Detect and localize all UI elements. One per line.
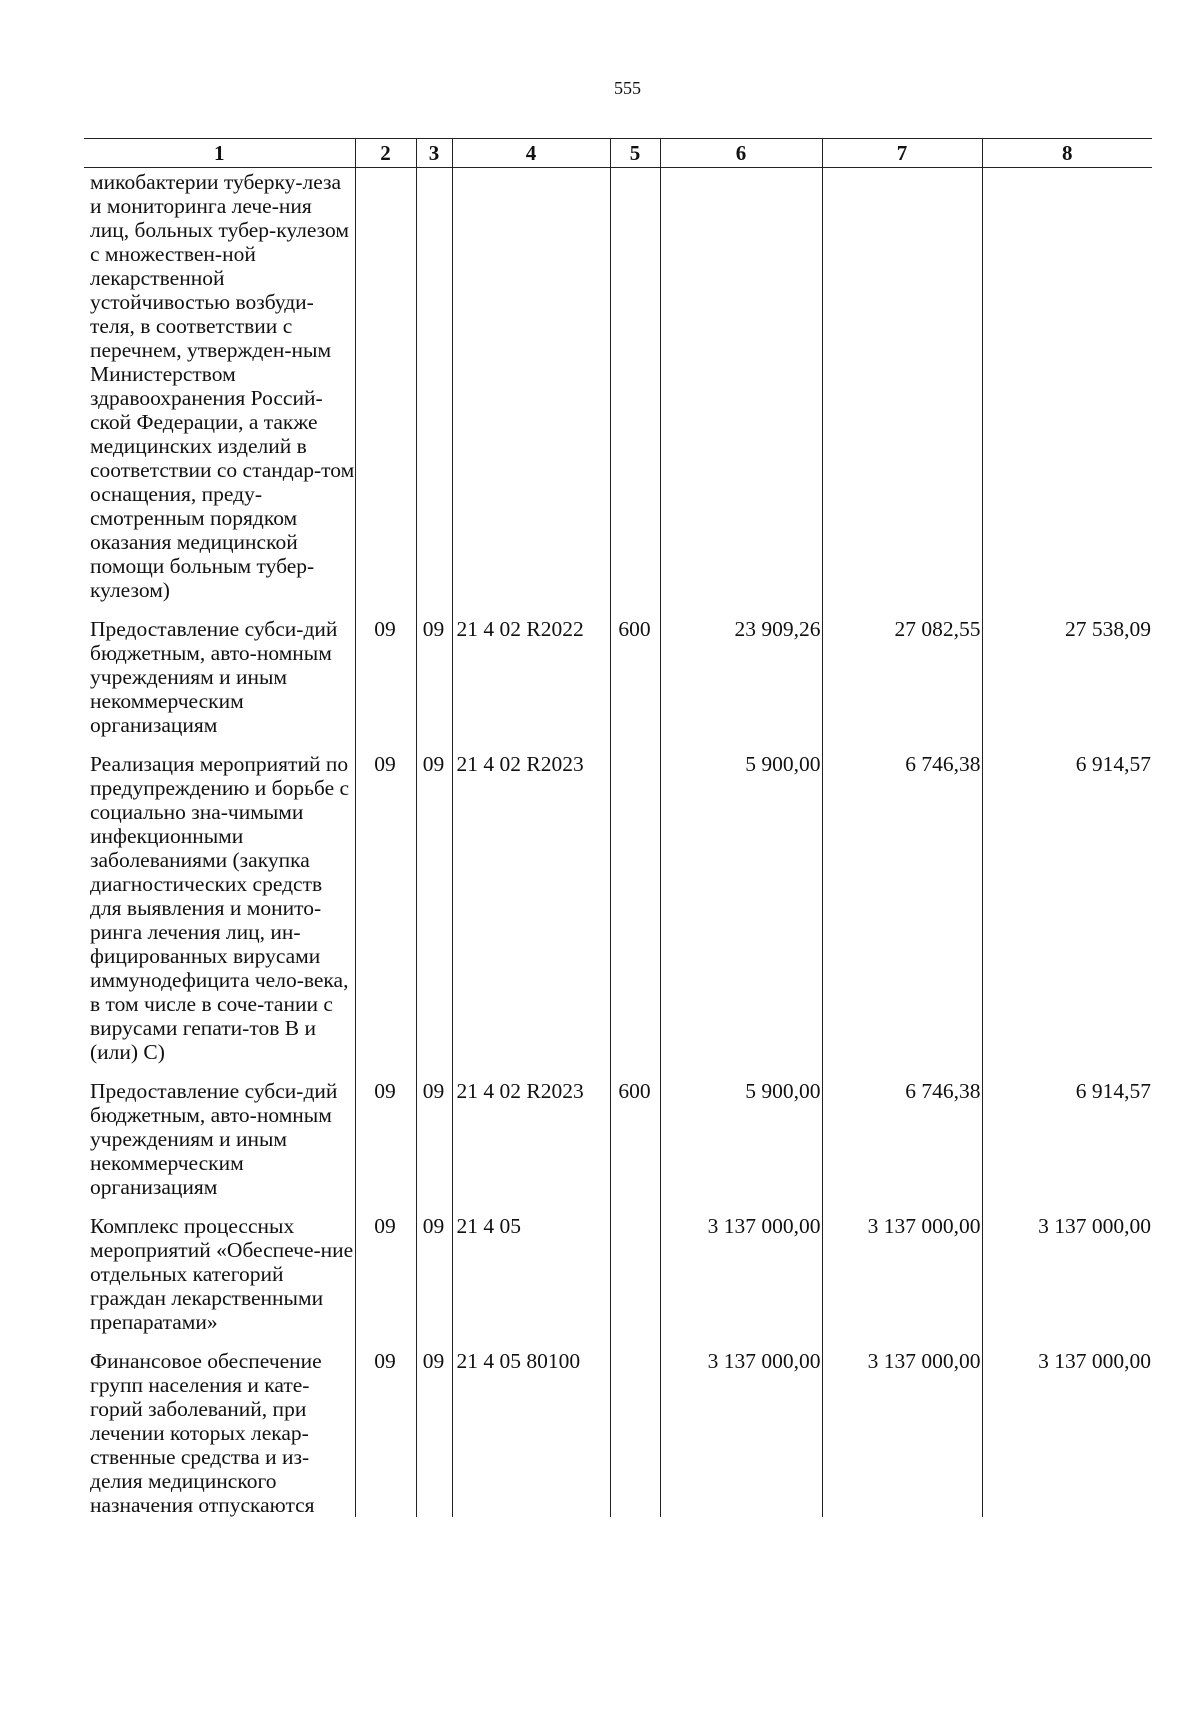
column-header: 4 — [452, 139, 610, 168]
cell-section: 09 — [355, 1079, 416, 1214]
table-row — [84, 168, 1152, 618]
cell-subsection — [416, 168, 452, 618]
row-description: Комплекс процессных мероприятий «Обеспече-ние отдельных категорий граждан лекарственными препаратами» — [90, 1214, 354, 1334]
column-header: 3 — [416, 139, 452, 168]
cell-section: 09 — [355, 752, 416, 1079]
table-header-row — [84, 139, 1152, 168]
cell-target-code: 21 4 05 80100 — [452, 1349, 610, 1517]
cell-target-code: 21 4 02 R2023 — [452, 752, 610, 1079]
table-row — [84, 617, 1152, 752]
cell-amount-7: 3 137 000,00 — [822, 1349, 982, 1517]
cell-amount-7 — [822, 168, 982, 618]
cell-amount-8: 3 137 000,00 — [982, 1214, 1152, 1349]
cell-target-code: 21 4 02 R2023 — [452, 1079, 610, 1214]
cell-amount-8: 6 914,57 — [982, 752, 1152, 1079]
cell-expense-type — [610, 1349, 660, 1517]
row-description: Финансовое обеспечение групп населения и кате-горий заболеваний, при лечении которых лекар-ственные средства и из-делия медицинского назначения отпускаются — [90, 1349, 322, 1517]
cell-amount-7: 3 137 000,00 — [822, 1214, 982, 1349]
cell-amount-8: 6 914,57 — [982, 1079, 1152, 1214]
cell-expense-type: 600 — [610, 617, 660, 752]
cell-amount-8 — [982, 168, 1152, 618]
cell-amount-8: 3 137 000,00 — [982, 1349, 1152, 1517]
cell-target-code: 21 4 05 — [452, 1214, 610, 1349]
cell-target-code: 21 4 02 R2022 — [452, 617, 610, 752]
table-row — [84, 752, 1152, 1079]
row-description: Предоставление субси-дий бюджетным, авто-номным учреждениям и иным некоммерческим организациям — [90, 1079, 338, 1199]
cell-subsection: 09 — [416, 1079, 452, 1214]
cell-subsection: 09 — [416, 1349, 452, 1517]
table-row — [84, 1214, 1152, 1349]
column-header: 7 — [822, 139, 982, 168]
cell-expense-type — [610, 1214, 660, 1349]
column-header: 8 — [982, 139, 1152, 168]
column-header: 2 — [355, 139, 416, 168]
cell-expense-type: 600 — [610, 1079, 660, 1214]
cell-amount-8: 27 538,09 — [982, 617, 1152, 752]
cell-amount-6: 23 909,26 — [660, 617, 822, 752]
cell-amount-6: 3 137 000,00 — [660, 1214, 822, 1349]
cell-amount-6: 5 900,00 — [660, 752, 822, 1079]
row-description: Реализация мероприятий по предупреждению и борьбе с социально зна-чимыми инфекционными заболеваниями (закупка диагностических средств для выявления и монито-ринга лечения лиц, ин-фицированных вирусами иммунодефицита чело-века, в том числе в соче-тании с вирусами гепати-тов В и (или) С) — [90, 752, 350, 1064]
cell-amount-6: 3 137 000,00 — [660, 1349, 822, 1517]
table-row — [84, 1349, 1152, 1517]
cell-subsection: 09 — [416, 752, 452, 1079]
cell-amount-6 — [660, 168, 822, 618]
column-header: 6 — [660, 139, 822, 168]
cell-section: 09 — [355, 1349, 416, 1517]
cell-target-code — [452, 168, 610, 618]
page-number: 555 — [614, 78, 641, 98]
cell-amount-7: 6 746,38 — [822, 1079, 982, 1214]
cell-expense-type — [610, 168, 660, 618]
budget-table — [84, 138, 1152, 1517]
cell-amount-7: 6 746,38 — [822, 752, 982, 1079]
cell-section: 09 — [355, 1214, 416, 1349]
cell-subsection: 09 — [416, 1214, 452, 1349]
column-header: 5 — [610, 139, 660, 168]
cell-expense-type — [610, 752, 660, 1079]
cell-subsection: 09 — [416, 617, 452, 752]
table-row — [84, 1079, 1152, 1214]
row-description: микобактерии туберку-леза и мониторинга лече-ния лиц, больных тубер-кулезом с множествен-ной лекарственной устойчивостью возбуди-теля, в соответствии с перечнем, утвержден-ным Министерством здравоохранения Россий-ской Федерации, а также медицинских изделий в соответствии со стандар-том оснащения, преду-смотренным порядком оказания медицинской помощи больным тубер-кулезом) — [90, 170, 355, 602]
cell-amount-7: 27 082,55 — [822, 617, 982, 752]
cell-section: 09 — [355, 617, 416, 752]
cell-section — [355, 168, 416, 618]
cell-amount-6: 5 900,00 — [660, 1079, 822, 1214]
row-description: Предоставление субси-дий бюджетным, авто-номным учреждениям и иным некоммерческим организациям — [90, 617, 338, 737]
column-header: 1 — [84, 139, 355, 168]
